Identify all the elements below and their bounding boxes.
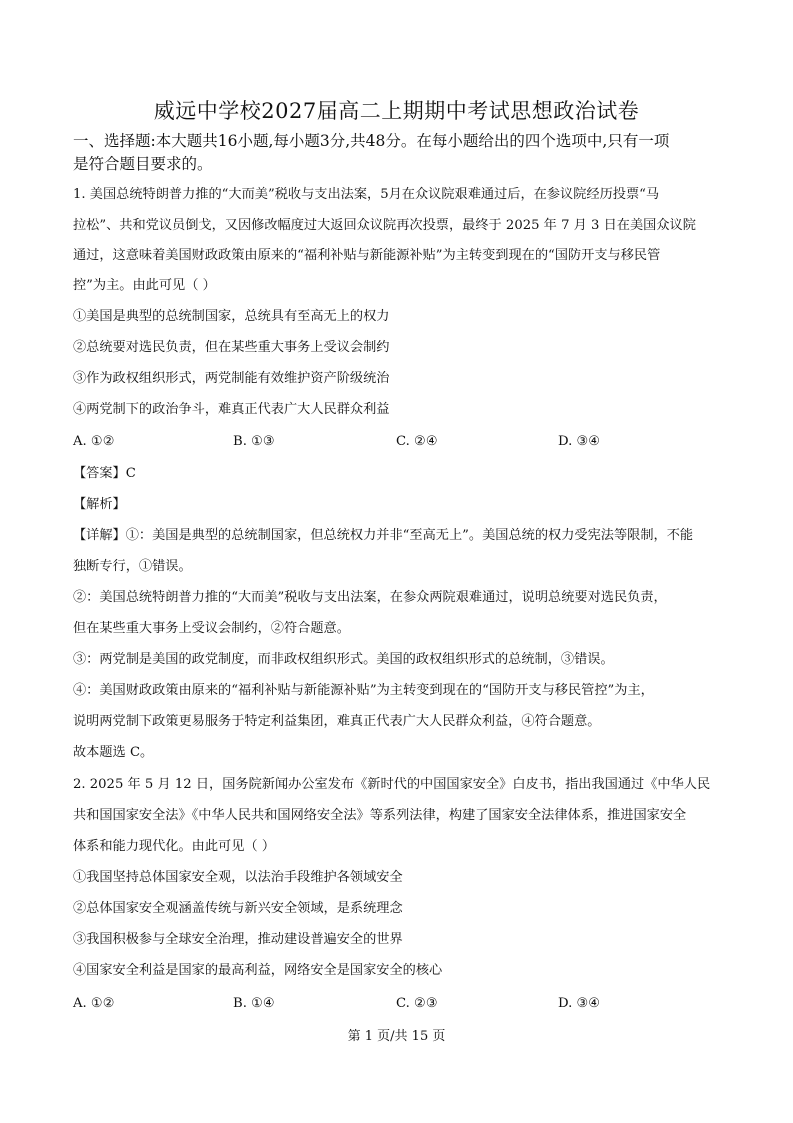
q1-explanation-line: 独断专行，①错误。 (73, 559, 192, 574)
q2-option-a: A. ①② (73, 996, 115, 1011)
q1-option-d: D. ③④ (558, 434, 601, 449)
q2-stem-line: 体系和能力现代化。由此可见（ ） (73, 839, 276, 854)
section-instruction-line-2: 是符合题目要求的。 (73, 155, 213, 173)
q1-stem-line: 控”为主。由此可见（ ） (73, 278, 216, 293)
q1-stem-line: 1. 美国总统特朗普力推的“大而美”税收与支出法案，5月在众议院艰难通过后，在参议院经历投票“马 (73, 187, 660, 202)
q1-option-c: C. ②④ (396, 434, 438, 449)
q1-explanation-line: ②：美国总统特朗普力推的“大而美”税收与支出法案，在参众两院艰难通过，说明总统要对选民负责， (73, 590, 667, 605)
q2-statement-2: ②总体国家安全观涵盖传统与新兴安全领域，是系统理念 (73, 901, 403, 916)
page-footer: 第 1 页/共 15 页 (347, 1029, 446, 1044)
q2-statement-3: ③我国积极参与全球安全治理，推动建设普遍安全的世界 (73, 932, 403, 947)
q2-option-b: B. ①④ (233, 996, 275, 1011)
q1-explanation-line: 【详解】①：美国是典型的总统制国家，但总统权力并非“至高无上”。美国总统的权力受宪法等限制，不能 (73, 528, 694, 543)
q2-option-d: D. ③④ (558, 996, 601, 1011)
q1-explanation-line: ③：两党制是美国的政党制度，而非政权组织形式。美国的政权组织形式的总统制，③错误。 (73, 652, 614, 667)
q1-option-b: B. ①③ (233, 434, 275, 449)
q2-stem-line: 共和国国家安全法》《中华人民共和国网络安全法》等系列法律，构建了国家安全法律体系，推进国家安全 (73, 808, 687, 823)
exam-title: 威远中学校2027届高二上期期中考试思想政治试卷 (153, 99, 640, 123)
q2-option-c: C. ②③ (396, 996, 438, 1011)
q1-statement-1: ①美国是典型的总统制国家，总统具有至高无上的权力 (73, 309, 390, 324)
q2-statement-4: ④国家安全利益是国家的最高利益，网络安全是国家安全的核心 (73, 963, 443, 978)
q1-statement-2: ②总统要对选民负责，但在某些重大事务上受议会制约 (73, 340, 390, 355)
q2-statement-1: ①我国坚持总体国家安全观，以法治手段维护各领域安全 (73, 870, 403, 885)
q1-analysis-label: 【解析】 (73, 497, 126, 512)
section-instruction-line-1: 一、选择题:本大题共16小题,每小题3分,共48分。在每小题给出的四个选项中,只有一项 (73, 132, 670, 150)
q1-stem-line: 拉松”、共和党议员倒戈，又因修改幅度过大返回众议院再次投票，最终于 2025 年 7 月 3 日在美国众议院 (73, 218, 696, 233)
q1-stem-line: 通过，这意味着美国财政政策由原来的“福利补贴与新能源补贴”为主转变到现在的“国防开支与移民管 (73, 248, 661, 263)
q1-option-a: A. ①② (73, 434, 115, 449)
q1-answer: 【答案】C (73, 466, 136, 481)
q2-stem-line: 2. 2025 年 5 月 12 日，国务院新闻办公室发布《新时代的中国国家安全》白皮书，指出我国通过《中华人民 (73, 777, 711, 792)
q1-explanation-line: 但在某些重大事务上受议会制约，②符合题意。 (73, 621, 350, 636)
q1-explanation-line: ④：美国财政政策由原来的“福利补贴与新能源补贴”为主转变到现在的“国防开支与移民管控”为主， (73, 683, 654, 698)
q1-conclusion: 故本题选 C。 (73, 745, 154, 760)
q1-statement-3: ③作为政权组织形式，两党制能有效维护资产阶级统治 (73, 371, 390, 386)
q1-explanation-line: 说明两党制下政策更易服务于特定利益集团，难真正代表广大人民群众利益，④符合题意。 (73, 714, 601, 729)
q1-statement-4: ④两党制下的政治争斗，难真正代表广大人民群众利益 (73, 402, 390, 417)
